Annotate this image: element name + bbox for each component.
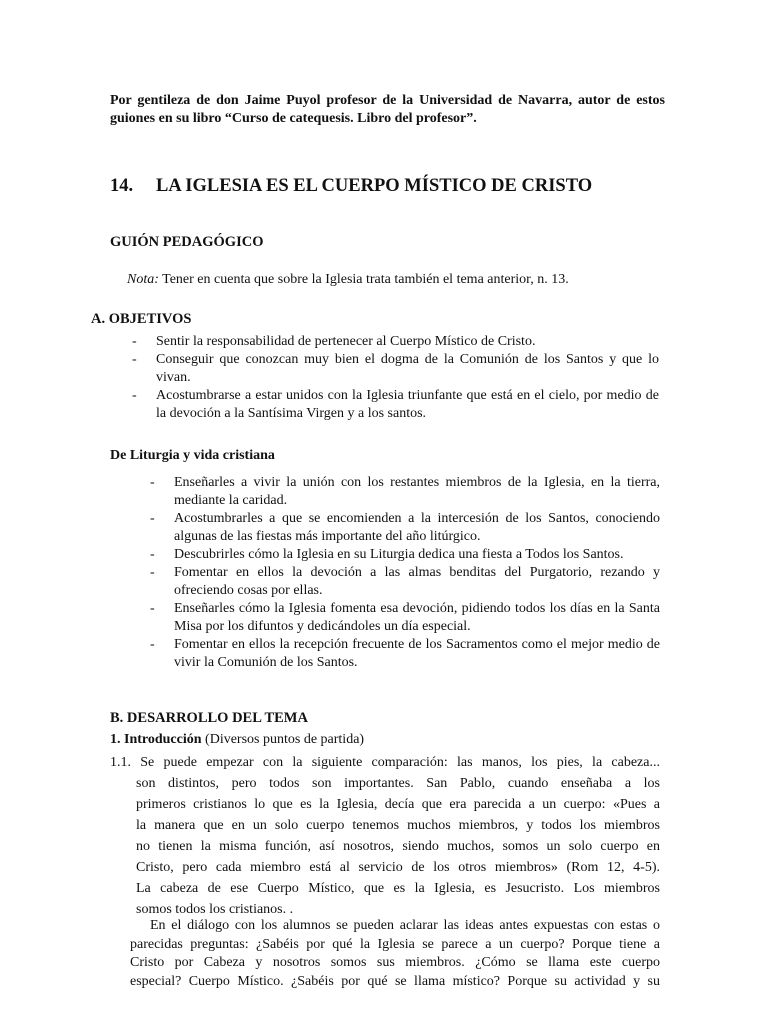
list-item: - Conseguir que conozcan muy bien el dogma de la Comunión de los Santos y que lo vivan.: [132, 352, 659, 385]
list-dash: -: [150, 601, 155, 616]
paragraph-line: somos todos los cristianos. .: [136, 902, 294, 917]
list-dash: -: [132, 352, 137, 367]
list-item: - Fomentar en ellos la recepción frecuente de los Sacramentos como el mejor medio de vivir la Comunión de los Santos.: [150, 637, 660, 670]
paragraph-line: 1.1. Se puede empezar con la siguiente comparación: las manos, los pies, la cabeza...: [110, 755, 660, 770]
chapter-title: [110, 175, 710, 197]
intro-label: 1. Introducción: [110, 732, 202, 747]
nota-label: Nota:: [127, 272, 159, 287]
section-a-heading: A. OBJETIVOS: [91, 311, 192, 327]
nota-text: Tener en cuenta que sobre la Iglesia trata también el tema anterior, n. 13.: [158, 272, 569, 287]
paragraph-line: Cristo por Cabeza y nosotros somos sus miembros. ¿Cómo se llama este cuerpo: [130, 955, 660, 970]
closing-paragraph: [110, 917, 660, 991]
paragraph-line: especial? Cuerpo Místico. ¿Sabéis por qué se llama místico? Porque su actividad y su: [130, 973, 660, 989]
intro-text: (Diversos puntos de partida): [201, 732, 365, 747]
liturgia-heading: De Liturgia y vida cristiana: [110, 448, 275, 463]
paragraph-line: no tienen la misma función, así nosotros, siendo muchos, somos un solo cuerpo en: [136, 839, 660, 854]
list-item: - Acostumbrarse a estar unidos con la Iglesia triunfante que está en el cielo, por medio de la devoción a la Santísima Virgen y a los santos.: [132, 388, 659, 421]
objetivos-list: [132, 333, 659, 423]
list-dash: -: [150, 565, 155, 580]
liturgia-list: [150, 474, 660, 672]
paragraph-body: [110, 773, 660, 920]
guion-heading: GUIÓN PEDAGÓGICO: [110, 234, 264, 250]
list-item: - Sentir la responsabilidad de pertenecer al Cuerpo Místico de Cristo.: [132, 334, 536, 349]
paragraph-line: la manera que en un solo cuerpo tenemos muchos miembros, y todos los miembros: [136, 818, 660, 833]
chapter-number: 14.: [110, 176, 134, 196]
intro-line: [110, 731, 364, 749]
list-dash: -: [150, 475, 155, 490]
list-item: - Descubrirles cómo la Iglesia en su Liturgia dedica una fiesta a Todos los Santos.: [150, 547, 624, 562]
list-item: - Fomentar en ellos la devoción a las almas benditas del Purgatorio, rezando y ofreciendo cosas por ellas.: [150, 565, 660, 598]
list-dash: -: [150, 547, 155, 562]
paragraph-line: En el diálogo con los alumnos se pueden aclarar las ideas antes expuestas con estas o: [150, 918, 660, 933]
paragraph-line: La cabeza de ese Cuerpo Místico, que es la Iglesia, es Jesucristo. Los miembros: [136, 881, 660, 896]
nota-line: [127, 271, 569, 289]
paragraph-line: primeros cristianos lo que es la Iglesia, decía que era parecida a un cuerpo: «Pues a: [136, 797, 660, 812]
paragraph-1-1: [110, 752, 660, 920]
paragraph-line: Cristo, pero cada miembro está al servicio de los otros miembros» (Rom 12, 4-5).: [136, 860, 660, 875]
paragraph-line: son distintos, pero todos son importantes. San Pablo, cuando enseñaba a los: [136, 776, 660, 791]
list-item: - Enseñarles cómo la Iglesia fomenta esa devoción, pidiendo todos los días en la Santa Misa por los difuntos y dedicándoles un día especial.: [150, 601, 660, 634]
list-item: - Acostumbrarles a que se encomienden a la intercesión de los Santos, conociendo algunas de las fiestas más importante del año litúrgico.: [150, 511, 660, 544]
paragraph-line: parecidas preguntas: ¿Sabéis por qué la Iglesia se parece a un cuerpo? Porque tiene a: [130, 936, 660, 952]
section-b-heading: B. DESARROLLO DEL TEMA: [110, 710, 308, 726]
list-dash: -: [132, 334, 137, 349]
list-dash: -: [150, 637, 155, 652]
chapter-title-text: LA IGLESIA ES EL CUERPO MÍSTICO DE CRISTO: [156, 176, 593, 196]
list-dash: -: [132, 388, 137, 403]
list-dash: -: [150, 511, 155, 526]
credit-note: Por gentileza de don Jaime Puyol profesor de la Universidad de Navarra, autor de estos guiones en su libro “Curso de catequesis. Libro del profesor”.: [110, 93, 665, 126]
list-item: - Enseñarles a vivir la unión con los restantes miembros de la Iglesia, en la tierra, mediante la caridad.: [150, 475, 660, 508]
